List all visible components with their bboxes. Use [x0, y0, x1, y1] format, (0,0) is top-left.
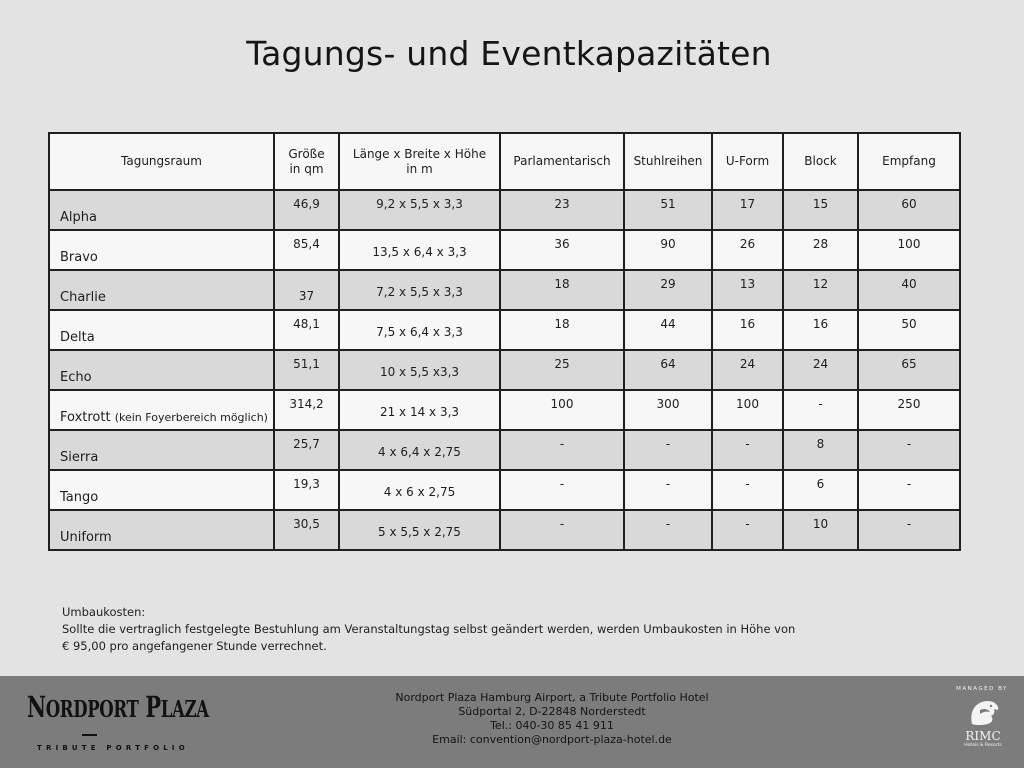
empfang-cell: 40 — [858, 270, 960, 310]
header-size — [274, 133, 339, 190]
stuhlreihen-cell: - — [624, 430, 712, 470]
table-row — [49, 510, 961, 550]
header-parlamentarisch: Parlamentarisch — [500, 133, 624, 190]
room-name: Alpha — [49, 190, 274, 230]
room-name: Echo — [49, 350, 274, 390]
footer — [0, 676, 1024, 768]
rebuild-cost-notes — [62, 604, 795, 655]
logo-divider — [82, 734, 97, 736]
u-form-cell: 100 — [712, 390, 783, 430]
header-dims-line2: in m — [406, 161, 433, 176]
notes-line-1: Sollte die vertraglich festgelegte Bestuhlung am Veranstaltungstag selbst geändert werden, werden Umbaukosten in Höhe von — [62, 622, 796, 636]
size-cell: 46,9 — [274, 190, 339, 230]
parlamentarisch-cell: - — [500, 470, 624, 510]
notes-heading: Umbaukosten: — [62, 605, 146, 619]
capacity-table — [48, 132, 962, 551]
u-form-cell: 24 — [712, 350, 783, 390]
rimc-tagline: Hotels & Resorts — [964, 743, 1002, 748]
empfang-cell: 250 — [858, 390, 960, 430]
header-empfang: Empfang — [858, 133, 960, 190]
header-u-form: U-Form — [712, 133, 783, 190]
u-form-cell: - — [712, 430, 783, 470]
u-form-cell: 17 — [712, 190, 783, 230]
room-note: (kein Foyerbereich möglich) — [114, 411, 268, 424]
u-form-cell: - — [712, 510, 783, 550]
size-cell: 25,7 — [274, 430, 339, 470]
rimc-brand: RIMC — [965, 729, 1001, 743]
hotel-address — [352, 691, 752, 747]
notes-line-2: € 95,00 pro angefangener Stunde verrechnet. — [62, 639, 327, 653]
empfang-cell: 60 — [858, 190, 960, 230]
parlamentarisch-cell: 25 — [500, 350, 624, 390]
stuhlreihen-cell: 90 — [624, 230, 712, 270]
parlamentarisch-cell: 18 — [500, 310, 624, 350]
page-title: Tagungs- und Eventkapazitäten — [246, 34, 772, 73]
block-cell: 24 — [783, 350, 858, 390]
u-form-cell: 16 — [712, 310, 783, 350]
header-dims-line1: Länge x Breite x Höhe — [352, 146, 487, 161]
u-form-cell: 26 — [712, 230, 783, 270]
empfang-cell: - — [858, 430, 960, 470]
table-row — [49, 190, 961, 230]
empfang-cell: 65 — [858, 350, 960, 390]
address-line-1: Nordport Plaza Hamburg Airport, a Tribute Portfolio Hotel — [395, 691, 709, 704]
room-name: Charlie — [49, 270, 274, 310]
header-stuhlreihen: Stuhlreihen — [624, 133, 712, 190]
size-cell: 314,2 — [274, 390, 339, 430]
header-size-line2: in qm — [289, 161, 324, 176]
managed-by-label: MANAGED BY — [956, 686, 1008, 692]
stuhlreihen-cell: 29 — [624, 270, 712, 310]
size-cell: 37 — [274, 270, 339, 310]
table-row — [49, 350, 961, 390]
stuhlreihen-cell: 64 — [624, 350, 712, 390]
size-cell: 19,3 — [274, 470, 339, 510]
dimensions-cell: 9,2 x 5,5 x 3,3 — [339, 190, 500, 230]
dimensions-cell: 13,5 x 6,4 x 3,3 — [339, 230, 500, 270]
stuhlreihen-cell: 44 — [624, 310, 712, 350]
dimensions-cell: 4 x 6,4 x 2,75 — [339, 430, 500, 470]
block-cell: 12 — [783, 270, 858, 310]
block-cell: 10 — [783, 510, 858, 550]
header-block: Block — [783, 133, 858, 190]
parlamentarisch-cell: 18 — [500, 270, 624, 310]
table-row — [49, 270, 961, 310]
dimensions-cell: 5 x 5,5 x 2,75 — [339, 510, 500, 550]
header-size-line1: Größe — [288, 146, 325, 161]
parlamentarisch-cell: - — [500, 430, 624, 470]
table-row — [49, 390, 961, 430]
address-line-2: Südportal 2, D-22848 Norderstedt — [458, 705, 646, 718]
size-cell: 85,4 — [274, 230, 339, 270]
u-form-cell: 13 — [712, 270, 783, 310]
parlamentarisch-cell: 36 — [500, 230, 624, 270]
block-cell: 15 — [783, 190, 858, 230]
header-room: Tagungsraum — [49, 133, 274, 190]
table-row — [49, 310, 961, 350]
room-name: Sierra — [49, 430, 274, 470]
table-row — [49, 470, 961, 510]
dimensions-cell: 10 x 5,5 x3,3 — [339, 350, 500, 390]
nordport-plaza-logo: NORDPORT PLAZA — [27, 690, 209, 724]
parlamentarisch-cell: - — [500, 510, 624, 550]
room-name: Tango — [49, 470, 274, 510]
block-cell: 28 — [783, 230, 858, 270]
room-name: Bravo — [49, 230, 274, 270]
parlamentarisch-cell: 23 — [500, 190, 624, 230]
table-row — [49, 430, 961, 470]
block-cell: 8 — [783, 430, 858, 470]
empfang-cell: 50 — [858, 310, 960, 350]
empfang-cell: 100 — [858, 230, 960, 270]
email-line: Email: convention@nordport-plaza-hotel.de — [432, 733, 672, 746]
dimensions-cell: 4 x 6 x 2,75 — [339, 470, 500, 510]
size-cell: 48,1 — [274, 310, 339, 350]
dimensions-cell: 7,2 x 5,5 x 3,3 — [339, 270, 500, 310]
phone-line: Tel.: 040-30 85 41 911 — [490, 719, 614, 732]
parlamentarisch-cell: 100 — [500, 390, 624, 430]
table-header-row — [49, 133, 961, 190]
size-cell: 30,5 — [274, 510, 339, 550]
empfang-cell: - — [858, 470, 960, 510]
u-form-cell: - — [712, 470, 783, 510]
dimensions-cell: 21 x 14 x 3,3 — [339, 390, 500, 430]
stuhlreihen-cell: 300 — [624, 390, 712, 430]
block-cell: - — [783, 390, 858, 430]
block-cell: 6 — [783, 470, 858, 510]
empfang-cell: - — [858, 510, 960, 550]
block-cell: 16 — [783, 310, 858, 350]
rimc-logo — [952, 686, 1014, 764]
tribute-portfolio-label: TRIBUTE PORTFOLIO — [37, 744, 189, 752]
stuhlreihen-cell: - — [624, 470, 712, 510]
stuhlreihen-cell: - — [624, 510, 712, 550]
room-name: Delta — [49, 310, 274, 350]
size-cell: 51,1 — [274, 350, 339, 390]
stuhlreihen-cell: 51 — [624, 190, 712, 230]
dimensions-cell: 7,5 x 6,4 x 3,3 — [339, 310, 500, 350]
eagle-icon — [964, 696, 1002, 728]
room-name: Uniform — [49, 510, 274, 550]
room-name: Foxtrott (kein Foyerbereich möglich) — [49, 390, 274, 430]
header-dimensions — [339, 133, 500, 190]
table-row — [49, 230, 961, 270]
